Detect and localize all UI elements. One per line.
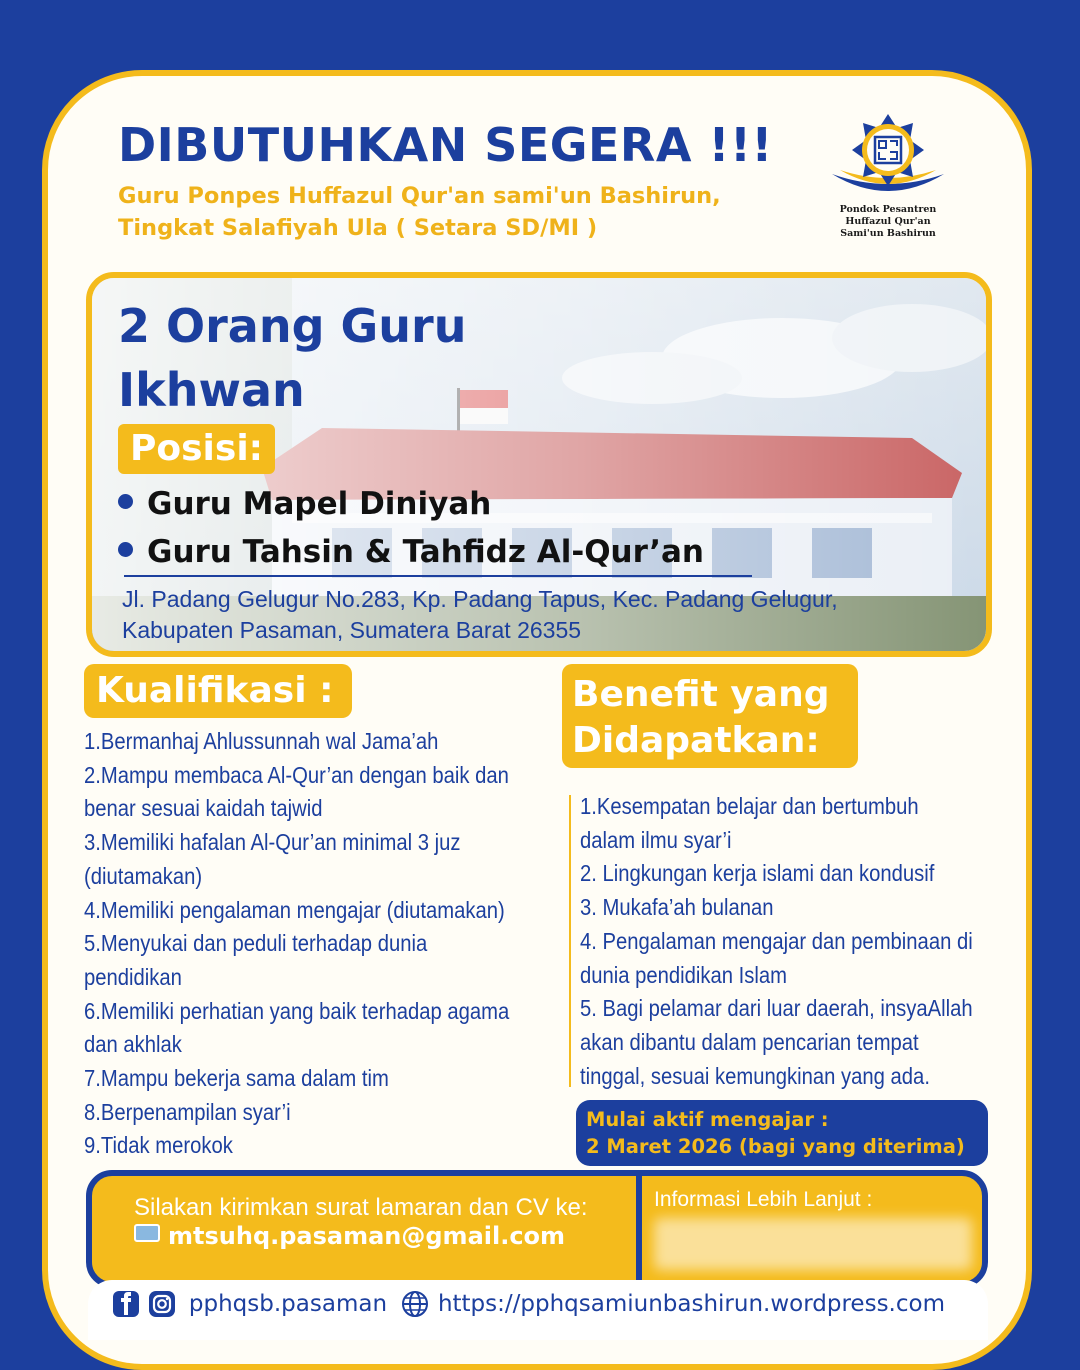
globe-icon (401, 1290, 429, 1318)
list-item: dalam ilmu syar’i (580, 826, 732, 853)
benefits-accent-line (569, 795, 571, 1087)
qualifications-heading: Kualifikasi : (84, 664, 352, 718)
logo-text-line-1: Pondok Pesantren (839, 204, 937, 215)
divider (124, 575, 752, 577)
start-date-badge (576, 1100, 988, 1166)
list-item: 6.Memiliki perhatian yang baik terhadap agama (84, 997, 510, 1024)
benefits-heading-line-1: Benefit yang (572, 674, 830, 715)
email-link[interactable]: mtsuhq.pasaman@gmail.com (168, 1222, 566, 1250)
bullet-dot-icon (118, 494, 133, 509)
subtitle-line-1: Guru Ponpes Huffazul Qur'an sami'un Bashirun, (118, 183, 721, 209)
list-item: 4. Pengalaman mengajar dan pembinaan di (580, 927, 973, 954)
logo-text (814, 204, 962, 240)
position-label: Posisi: (118, 424, 275, 474)
list-item: 1.Bermanhaj Ahlussunnah wal Jama’ah (84, 728, 439, 754)
start-date-value: 2 Maret 2026 (bagi yang diterima) (586, 1135, 965, 1158)
list-item: tinggal, sesuai kemungkinan yang ada. (580, 1062, 930, 1089)
list-item: 1.Kesempatan belajar dan bertumbuh (580, 793, 919, 819)
contact-divider (636, 1174, 642, 1284)
qualifications-list (84, 725, 509, 1163)
instagram-icon[interactable] (148, 1290, 176, 1318)
bullet-dot-icon (118, 542, 133, 557)
start-date-label: Mulai aktif mengajar : (586, 1108, 829, 1131)
list-item: (diutamakan) (84, 862, 203, 889)
benefits-heading-line-2: Didapatkan: (572, 720, 820, 761)
more-info-label: Informasi Lebih Lanjut : (654, 1188, 873, 1211)
list-item: 4.Memiliki pengalaman mengajar (diutamakan) (84, 896, 505, 923)
list-item: 7.Mampu bekerja sama dalam tim (84, 1065, 389, 1092)
list-item: pendidikan (84, 963, 182, 990)
benefits-list (580, 790, 973, 1093)
subtitle (118, 180, 721, 244)
email-row[interactable] (134, 1222, 565, 1250)
hero-headline-line-1: 2 Orang Guru (118, 299, 467, 353)
list-item: 5.Menyukai dan peduli terhadap dunia (84, 930, 428, 957)
application-instruction: Silakan kirimkan surat lamaran dan CV ke: (134, 1194, 588, 1221)
address-line-1: Jl. Padang Gelugur No.283, Kp. Padang Tapus, Kec. Padang Gelugur, (122, 586, 838, 612)
subtitle-line-2: Tingkat Salafiyah Ula ( Setara SD/MI ) (118, 215, 598, 241)
page-title: DIBUTUHKAN SEGERA !!! (118, 118, 773, 172)
position-item (118, 486, 491, 522)
logo-emblem-icon (826, 108, 950, 204)
list-item: 2. Lingkungan kerja islami dan kondusif (580, 860, 935, 887)
footer-links (112, 1290, 945, 1318)
list-item: 5. Bagi pelamar dari luar daerah, insyaAllah (580, 995, 973, 1022)
facebook-icon[interactable] (112, 1290, 140, 1318)
website-link[interactable]: https://pphqsamiunbashirun.wordpress.com (437, 1291, 945, 1317)
social-handle[interactable]: pphqsb.pasaman (188, 1291, 388, 1317)
list-item: 8.Berpenampilan syar’i (84, 1098, 291, 1125)
list-item: 3.Memiliki hafalan Al-Qur’an minimal 3 juz (84, 829, 461, 856)
list-item: dan akhlak (84, 1031, 182, 1058)
list-item: akan dibantu dalam pencarian tempat (580, 1028, 919, 1055)
position-item (118, 534, 704, 570)
list-item: 3. Mukafa’ah bulanan (580, 894, 774, 921)
hero-headline-line-2: Ikhwan (118, 363, 305, 417)
hero-headline (118, 294, 466, 422)
logo-text-line-3: Sami'un Bashirun (840, 228, 936, 239)
mail-icon (134, 1224, 160, 1242)
redacted-phone-number (654, 1218, 972, 1270)
logo-text-line-2: Huffazul Qur'an (845, 216, 931, 227)
address (122, 584, 838, 646)
benefits-heading (562, 664, 858, 768)
address-line-2: Kabupaten Pasaman, Sumatera Barat 26355 (122, 617, 582, 643)
list-item: 2.Mampu membaca Al-Qur’an dengan baik dan (84, 761, 509, 788)
list-item: benar sesuai kaidah tajwid (84, 795, 323, 822)
list-item: 9.Tidak merokok (84, 1132, 233, 1159)
position-item-text: Guru Mapel Diniyah (147, 486, 492, 522)
pesantren-logo (826, 108, 950, 250)
position-item-text: Guru Tahsin & Tahfidz Al-Qur’an (147, 534, 704, 570)
list-item: dunia pendidikan Islam (580, 961, 788, 988)
